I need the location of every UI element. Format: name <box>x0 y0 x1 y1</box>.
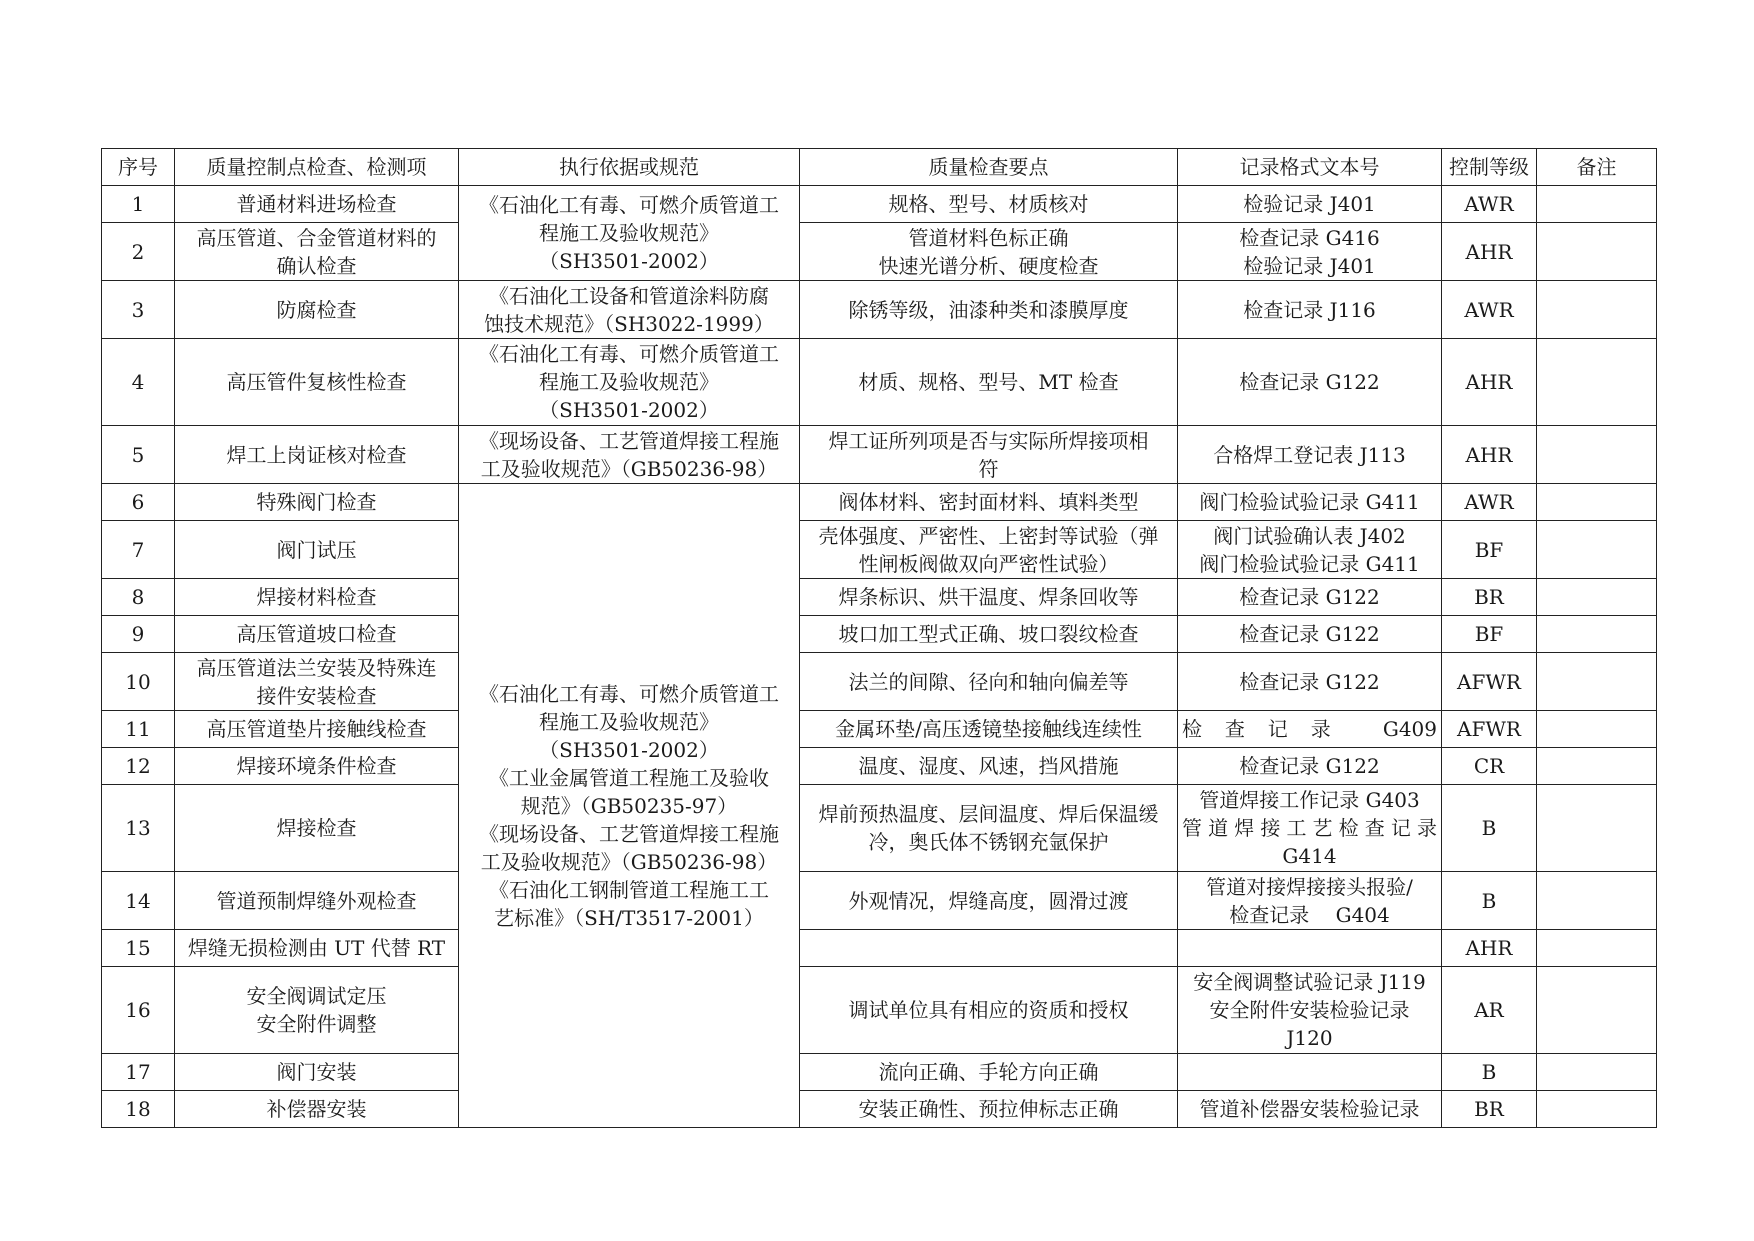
record-line: G414 <box>1282 844 1337 868</box>
remark-cell <box>1537 281 1657 339</box>
table-row <box>102 426 1657 484</box>
inspection-points: 外观情况，焊缝高度，圆滑过渡 <box>800 872 1178 930</box>
record-format: 安全阀调整试验记录 J119 安全附件安装检验记录 J120 <box>1178 967 1442 1054</box>
table-header-row <box>102 149 1657 186</box>
basis-cell: 《石油化工有毒、可燃介质管道工 程施工及验收规范》 （SH3501-2002） 《工业金属管道工程施工及验收 规范》（GB50235-97） 《现场设备、工艺管道焊接工程施 工及验收规范》（GB50236-98） 《石油化工钢制管道工程施工工 艺标准》（SH/T3517-2001） <box>459 484 800 1128</box>
header-cell: 控制等级 <box>1442 149 1537 186</box>
inspection-points: 金属环垫/高压透镜垫接触线连续性 <box>800 711 1178 748</box>
row-number: 8 <box>102 579 175 616</box>
control-level: AHR <box>1442 339 1537 426</box>
control-level: B <box>1442 785 1537 872</box>
record-format: 检查记录 J116 <box>1178 281 1442 339</box>
row-number: 10 <box>102 653 175 711</box>
inspection-item: 焊工上岗证核对检查 <box>175 426 459 484</box>
header-cell: 质量检查要点 <box>800 149 1178 186</box>
control-level: AWR <box>1442 484 1537 521</box>
inspection-points: 规格、型号、材质核对 <box>800 186 1178 223</box>
row-number: 16 <box>102 967 175 1054</box>
control-level: AWR <box>1442 281 1537 339</box>
table-row <box>102 484 1657 521</box>
table-row <box>102 930 1657 967</box>
inspection-points: 温度、湿度、风速，挡风措施 <box>800 748 1178 785</box>
table-row <box>102 223 1657 281</box>
inspection-points: 焊条标识、烘干温度、焊条回收等 <box>800 579 1178 616</box>
table-row <box>102 967 1657 1054</box>
basis-cell: 《现场设备、工艺管道焊接工程施 工及验收规范》（GB50236-98） <box>459 426 800 484</box>
remark-cell <box>1537 1091 1657 1128</box>
record-format: 检查记录 G122 <box>1178 616 1442 653</box>
record-format <box>1178 1054 1442 1091</box>
record-format: 检查记录 G416 检验记录 J401 <box>1178 223 1442 281</box>
inspection-item: 防腐检查 <box>175 281 459 339</box>
record-format: 检查记录 G122 <box>1178 339 1442 426</box>
table-row <box>102 281 1657 339</box>
row-number: 1 <box>102 186 175 223</box>
control-level: AHR <box>1442 930 1537 967</box>
header-cell: 备注 <box>1537 149 1657 186</box>
remark-cell <box>1537 785 1657 872</box>
header-cell: 序号 <box>102 149 175 186</box>
remark-cell <box>1537 930 1657 967</box>
control-level: AHR <box>1442 426 1537 484</box>
remark-cell <box>1537 872 1657 930</box>
table-row <box>102 186 1657 223</box>
row-number: 5 <box>102 426 175 484</box>
table-row <box>102 521 1657 579</box>
inspection-item: 高压管道、合金管道材料的 确认检查 <box>175 223 459 281</box>
row-number: 13 <box>102 785 175 872</box>
row-number: 6 <box>102 484 175 521</box>
inspection-item: 高压管件复核性检查 <box>175 339 459 426</box>
inspection-item: 阀门试压 <box>175 521 459 579</box>
table-row <box>102 872 1657 930</box>
control-level: AFWR <box>1442 711 1537 748</box>
remark-cell <box>1537 967 1657 1054</box>
row-number: 11 <box>102 711 175 748</box>
basis-cell: 《石油化工设备和管道涂料防腐 蚀技术规范》（SH3022-1999） <box>459 281 800 339</box>
remark-cell <box>1537 748 1657 785</box>
inspection-item: 高压管道坡口检查 <box>175 616 459 653</box>
record-format: 检查记录 G122 <box>1178 748 1442 785</box>
inspection-item: 焊缝无损检测由 UT 代替 RT <box>175 930 459 967</box>
inspection-points: 法兰的间隙、径向和轴向偏差等 <box>800 653 1178 711</box>
table-row <box>102 1054 1657 1091</box>
inspection-item: 高压管道垫片接触线检查 <box>175 711 459 748</box>
control-level: AWR <box>1442 186 1537 223</box>
remark-cell <box>1537 484 1657 521</box>
inspection-points: 安装正确性、预拉伸标志正确 <box>800 1091 1178 1128</box>
remark-cell <box>1537 426 1657 484</box>
inspection-item: 阀门安装 <box>175 1054 459 1091</box>
table-row <box>102 785 1657 872</box>
inspection-points: 坡口加工型式正确、坡口裂纹检查 <box>800 616 1178 653</box>
record-format: 检查记录 G122 <box>1178 579 1442 616</box>
inspection-points: 管道材料色标正确 快速光谱分析、硬度检查 <box>800 223 1178 281</box>
inspection-points: 除锈等级，油漆种类和漆膜厚度 <box>800 281 1178 339</box>
row-number: 18 <box>102 1091 175 1128</box>
record-format <box>1178 930 1442 967</box>
table-row <box>102 1091 1657 1128</box>
inspection-points: 焊前预热温度、层间温度、焊后保温缓 冷，奥氏体不锈钢充氩保护 <box>800 785 1178 872</box>
remark-cell <box>1537 653 1657 711</box>
record-format: 检查记录 G409 <box>1178 711 1442 748</box>
remark-cell <box>1537 339 1657 426</box>
table-row <box>102 339 1657 426</box>
record-format: 阀门检验试验记录 G411 <box>1178 484 1442 521</box>
remark-cell <box>1537 223 1657 281</box>
control-level: AR <box>1442 967 1537 1054</box>
inspection-item: 管道预制焊缝外观检查 <box>175 872 459 930</box>
table-row <box>102 748 1657 785</box>
inspection-item: 普通材料进场检查 <box>175 186 459 223</box>
row-number: 14 <box>102 872 175 930</box>
inspection-points: 壳体强度、严密性、上密封等试验（弹 性闸板阀做双向严密性试验） <box>800 521 1178 579</box>
record-format: 合格焊工登记表 J113 <box>1178 426 1442 484</box>
record-format <box>1178 785 1442 872</box>
control-level: AFWR <box>1442 653 1537 711</box>
table-row <box>102 579 1657 616</box>
remark-cell <box>1537 1054 1657 1091</box>
table-row <box>102 616 1657 653</box>
inspection-item: 高压管道法兰安装及特殊连 接件安装检查 <box>175 653 459 711</box>
inspection-points: 材质、规格、型号、MT 检查 <box>800 339 1178 426</box>
row-number: 15 <box>102 930 175 967</box>
record-format: 检验记录 J401 <box>1178 186 1442 223</box>
row-number: 17 <box>102 1054 175 1091</box>
record-line: 管道焊接工艺检查记录 <box>1182 816 1437 840</box>
row-number: 9 <box>102 616 175 653</box>
record-format: 管道补偿器安装检验记录 <box>1178 1091 1442 1128</box>
inspection-points <box>800 930 1178 967</box>
remark-cell <box>1537 521 1657 579</box>
control-level: AHR <box>1442 223 1537 281</box>
row-number: 7 <box>102 521 175 579</box>
inspection-points: 调试单位具有相应的资质和授权 <box>800 967 1178 1054</box>
control-level: BR <box>1442 1091 1537 1128</box>
remark-cell <box>1537 711 1657 748</box>
header-cell: 执行依据或规范 <box>459 149 800 186</box>
basis-cell: 《石油化工有毒、可燃介质管道工 程施工及验收规范》 （SH3501-2002） <box>459 339 800 426</box>
inspection-item: 特殊阀门检查 <box>175 484 459 521</box>
inspection-points: 流向正确、手轮方向正确 <box>800 1054 1178 1091</box>
control-level: BF <box>1442 616 1537 653</box>
control-level: BF <box>1442 521 1537 579</box>
record-line: 管道焊接工作记录 G403 <box>1199 788 1420 812</box>
control-level: B <box>1442 1054 1537 1091</box>
row-number: 3 <box>102 281 175 339</box>
control-level: B <box>1442 872 1537 930</box>
record-format: 管道对接焊接接头报验/ 检查记录 G404 <box>1178 872 1442 930</box>
basis-cell: 《石油化工有毒、可燃介质管道工 程施工及验收规范》 （SH3501-2002） <box>459 186 800 281</box>
remark-cell <box>1537 579 1657 616</box>
inspection-item: 补偿器安装 <box>175 1091 459 1128</box>
table-row <box>102 653 1657 711</box>
quality-control-table <box>101 148 1657 1128</box>
control-level: CR <box>1442 748 1537 785</box>
inspection-item: 焊接检查 <box>175 785 459 872</box>
row-number: 4 <box>102 339 175 426</box>
inspection-points: 焊工证所列项是否与实际所焊接项相 符 <box>800 426 1178 484</box>
table-row <box>102 711 1657 748</box>
remark-cell <box>1537 186 1657 223</box>
record-format: 阀门试验确认表 J402 阀门检验试验记录 G411 <box>1178 521 1442 579</box>
remark-cell <box>1537 616 1657 653</box>
row-number: 12 <box>102 748 175 785</box>
inspection-points: 阀体材料、密封面材料、填料类型 <box>800 484 1178 521</box>
inspection-item: 安全阀调试定压 安全附件调整 <box>175 967 459 1054</box>
control-level: BR <box>1442 579 1537 616</box>
header-cell: 记录格式文本号 <box>1178 149 1442 186</box>
inspection-item: 焊接材料检查 <box>175 579 459 616</box>
inspection-item: 焊接环境条件检查 <box>175 748 459 785</box>
row-number: 2 <box>102 223 175 281</box>
header-cell: 质量控制点检查、检测项 <box>175 149 459 186</box>
record-format: 检查记录 G122 <box>1178 653 1442 711</box>
